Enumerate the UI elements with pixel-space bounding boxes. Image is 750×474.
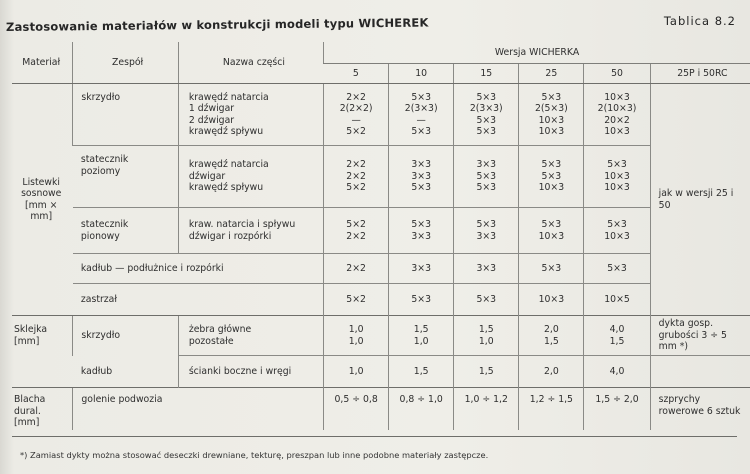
value-cell: 4,0 1,5 — [584, 316, 650, 356]
parts-cell: żebra główne pozostałe — [178, 316, 323, 356]
value-cell: 5×3 — [389, 284, 454, 316]
value-cell: 5×3 3×3 — [454, 208, 519, 254]
note-25p-sklejka: dykta gosp. grubości 3 ÷ 5 mm *) — [650, 316, 750, 356]
header-material: Materiał — [12, 42, 73, 84]
value-cell: 5×3 2(3×3) 5×3 5×3 — [454, 84, 519, 146]
value-cell: 2×2 2(2×2) — 5×2 — [324, 84, 389, 146]
value-cell: 2,0 — [519, 356, 584, 388]
table-row — [12, 316, 750, 356]
value-cell: 0,8 ÷ 1,0 — [389, 388, 454, 430]
table-title: Zastosowanie materiałów w konstrukcji modeli typu WICHEREK — [5, 15, 429, 34]
value-cell: 5×2 2×2 — [324, 208, 389, 254]
parts-cell: krawędź natarcia dźwigar krawędź spływu — [178, 146, 323, 208]
value-cell: 3×3 5×3 5×3 — [454, 146, 519, 208]
material-listewki: Listewki sosnowe [mm × mm] — [21, 176, 62, 222]
header-version: 25 — [519, 64, 584, 84]
value-cell: 2×2 — [324, 254, 389, 284]
zespol-cell: golenie podwozia — [73, 388, 324, 430]
parts-cell: krawędź natarcia 1 dźwigar 2 dźwigar krawędź spływu — [178, 84, 323, 146]
table-row — [12, 84, 750, 146]
value-cell: 3×3 — [389, 254, 454, 284]
table-row — [12, 254, 750, 284]
footnote: *) Zamiast dykty można stosować deseczki drewniane, tekturę, preszpan lub inne podobne materiały zastępcze. — [20, 450, 489, 460]
header-version: 10 — [389, 64, 454, 84]
header-version: 15 — [454, 64, 519, 84]
material-sklejka: Sklejka [mm] — [12, 316, 73, 388]
value-cell: 1,5 — [454, 356, 519, 388]
value-cell: 4,0 — [584, 356, 650, 388]
value-cell: 5×3 3×3 — [389, 208, 454, 254]
value-cell: 5×3 — [519, 254, 584, 284]
empty-cell — [650, 356, 750, 388]
value-cell: 3×3 — [454, 254, 519, 284]
header-version: 5 — [324, 64, 389, 84]
value-cell: 5×3 5×3 10×3 — [519, 146, 584, 208]
value-cell: 3×3 3×3 5×3 — [389, 146, 454, 208]
value-cell: 1,2 ÷ 1,5 — [519, 388, 584, 430]
note-25p-listewki: jak w wersji 25 i 50 — [650, 84, 750, 316]
value-cell: 5×3 10×3 — [584, 208, 650, 254]
value-cell: 1,5 1,0 — [454, 316, 519, 356]
materials-table — [12, 42, 750, 430]
value-cell: 10×3 — [519, 284, 584, 316]
table-row — [12, 388, 750, 430]
note-25p-blacha: szprychy rowerowe 6 sztuk — [650, 388, 750, 430]
zespol-cell: skrzydło — [73, 316, 178, 356]
table-row — [12, 146, 750, 208]
material-blacha: Blacha dural. [mm] — [12, 388, 73, 430]
table-row — [12, 356, 750, 388]
parts-cell: ścianki boczne i wręgi — [178, 356, 323, 388]
value-cell: 10×5 — [584, 284, 650, 316]
zespol-cell: zastrzał — [73, 284, 324, 316]
value-cell: 10×3 2(10×3) 20×2 10×3 — [584, 84, 650, 146]
value-cell: 1,0 — [324, 356, 389, 388]
value-cell: 2,0 1,5 — [519, 316, 584, 356]
value-cell: 1,0 ÷ 1,2 — [454, 388, 519, 430]
table-row — [12, 208, 750, 254]
value-cell: 5×3 10×3 — [519, 208, 584, 254]
value-cell: 5×3 2(5×3) 10×3 10×3 — [519, 84, 584, 146]
zespol-cell: kadłub — [80, 365, 113, 377]
table-number: Tablica 8.2 — [663, 14, 736, 28]
value-cell: 5×3 2(3×3) — 5×3 — [389, 84, 454, 146]
value-cell: 5×3 — [454, 284, 519, 316]
value-cell: 1,5 1,0 — [389, 316, 454, 356]
value-cell: 1,5 ÷ 2,0 — [584, 388, 650, 430]
zespol-cell: statecznik pionowy — [73, 208, 178, 254]
value-cell: 5×3 — [584, 254, 650, 284]
footnote-divider — [12, 436, 737, 437]
value-cell: 5×2 — [324, 284, 389, 316]
value-cell: 2×2 2×2 5×2 — [324, 146, 389, 208]
header-nazwa: Nazwa części — [178, 42, 323, 84]
value-cell: 1,0 1,0 — [324, 316, 389, 356]
value-cell: 5×3 10×3 10×3 — [584, 146, 650, 208]
header-wersja: Wersja WICHERKA — [324, 42, 750, 64]
header-zespol: Zespół — [73, 42, 178, 84]
value-cell: 1,5 — [389, 356, 454, 388]
value-cell: 0,5 ÷ 0,8 — [324, 388, 389, 430]
parts-cell: kraw. natarcia i spływu dźwigar i rozpórki — [178, 208, 323, 254]
zespol-cell: skrzydło — [73, 84, 178, 146]
table-row — [12, 284, 750, 316]
zespol-cell: statecznik poziomy — [73, 146, 178, 208]
header-version: 50 — [584, 64, 650, 84]
zespol-cell: kadłub — podłużnice i rozpórki — [73, 254, 324, 284]
header-version: 25P i 50RC — [650, 64, 750, 84]
